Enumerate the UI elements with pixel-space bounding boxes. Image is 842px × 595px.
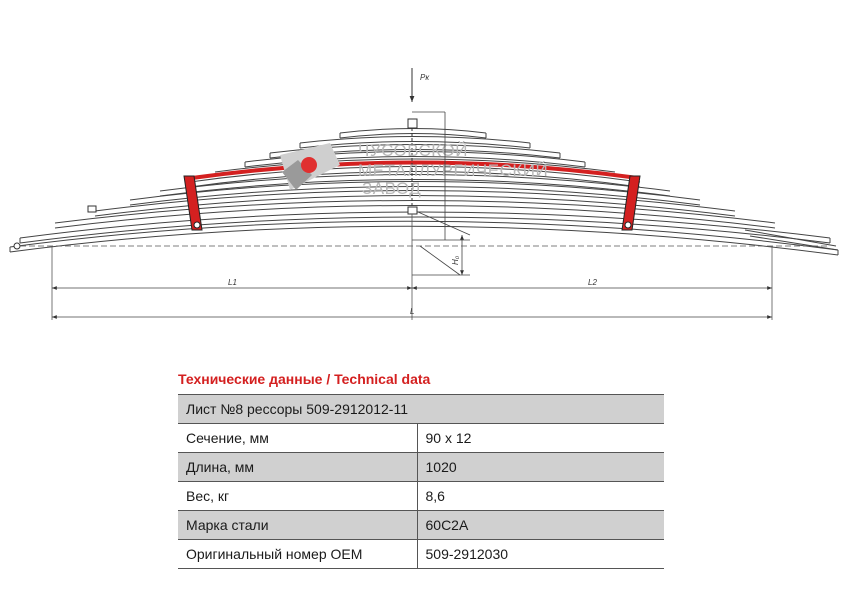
svg-text:L1: L1 bbox=[228, 278, 237, 287]
spec-value: 90 x 12 bbox=[417, 424, 664, 453]
spec-value: 509-2912030 bbox=[417, 540, 664, 569]
spec-row bbox=[178, 424, 664, 453]
spec-value: 60С2А bbox=[417, 511, 664, 540]
spec-header-row bbox=[178, 395, 664, 424]
spec-header: Лист №8 рессоры 509-2912012-11 bbox=[178, 395, 664, 424]
load-arrow bbox=[412, 68, 430, 102]
svg-text:ЗАВОД: ЗАВОД bbox=[362, 179, 422, 198]
spec-label: Вес, кг bbox=[178, 482, 417, 511]
spec-title: Технические данные / Technical data bbox=[178, 371, 431, 387]
spec-label: Марка стали bbox=[178, 511, 417, 540]
spec-row bbox=[178, 453, 664, 482]
spec-value: 1020 bbox=[417, 453, 664, 482]
spec-row bbox=[178, 511, 664, 540]
svg-text:L2: L2 bbox=[588, 278, 597, 287]
spec-label: Сечение, мм bbox=[178, 424, 417, 453]
svg-text:ЧУСОВСКОЙ: ЧУСОВСКОЙ bbox=[358, 141, 468, 160]
spec-table bbox=[178, 394, 664, 569]
spec-value: 8,6 bbox=[417, 482, 664, 511]
company-logo bbox=[280, 141, 548, 198]
svg-text:МЕТАЛЛУРГИЧЕСКИЙ: МЕТАЛЛУРГИЧЕСКИЙ bbox=[358, 161, 549, 180]
spec-row bbox=[178, 540, 664, 569]
svg-text:L: L bbox=[410, 307, 415, 316]
svg-text:Pк: Pк bbox=[420, 73, 430, 82]
spec-row bbox=[178, 482, 664, 511]
spec-label: Оригинальный номер OEM bbox=[178, 540, 417, 569]
spec-label: Длина, мм bbox=[178, 453, 417, 482]
svg-text:H₀: H₀ bbox=[451, 255, 460, 265]
